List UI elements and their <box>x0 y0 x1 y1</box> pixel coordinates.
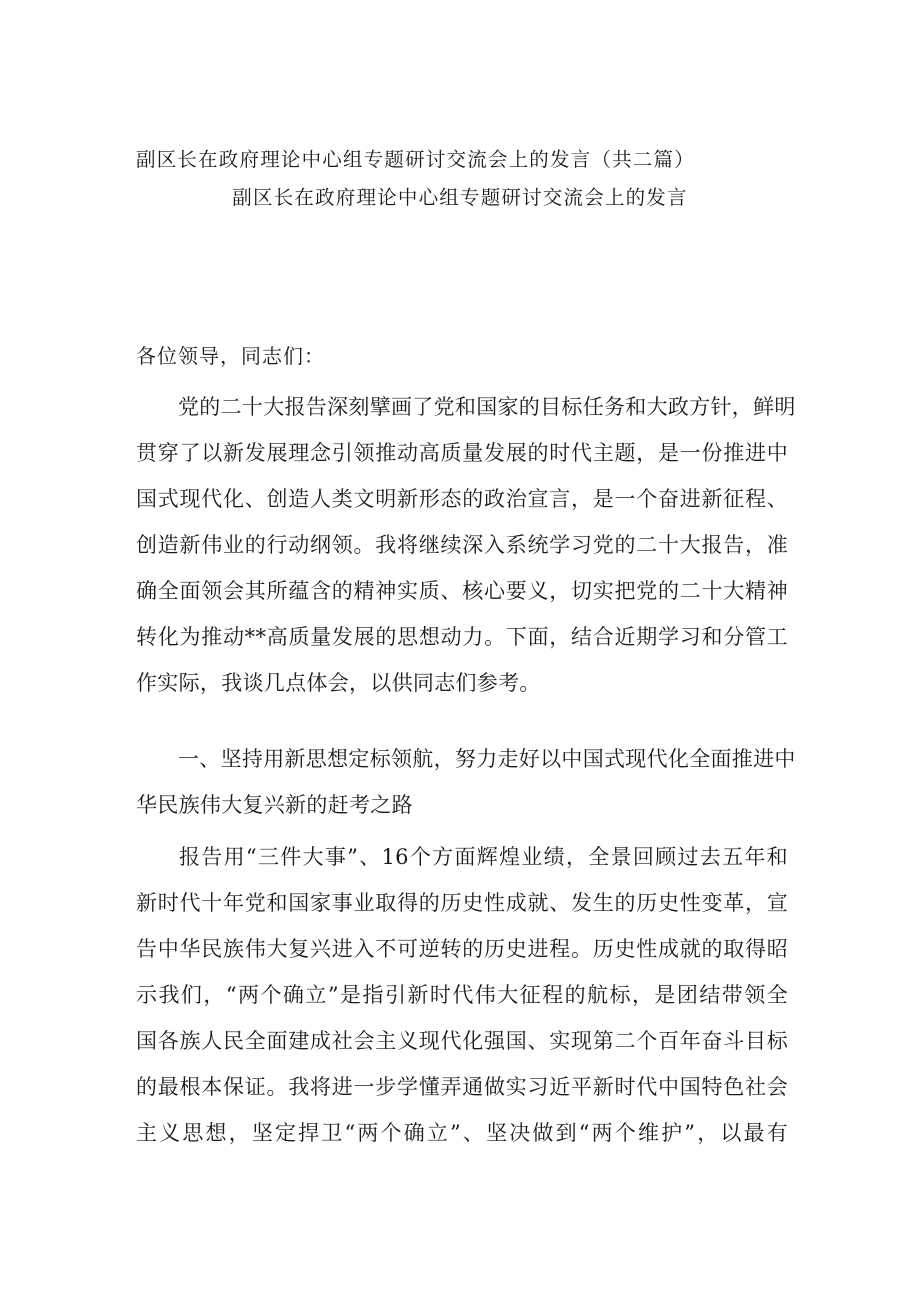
heading-line: 华民族伟大复兴新的赶考之路 <box>136 793 413 817</box>
paragraph-line: 国各族人民全面建成社会主义现代化强国、实现第二个百年奋斗目标 <box>136 1029 788 1053</box>
document-subtitle: 副区长在政府理论中心组专题研讨交流会上的发言 <box>232 186 688 209</box>
paragraph-line: 示我们，“两个确立”是指引新时代伟大征程的航标，是团结带领全 <box>136 983 788 1007</box>
paragraph-line: 创造新伟业的行动纲领。我将继续深入系统学习党的二十大报告，准 <box>136 533 788 557</box>
paragraph-line: 告中华民族伟大复兴进入不可逆转的历史进程。历史性成就的取得昭 <box>136 937 788 961</box>
paragraph-line: 转化为推动**高质量发展的思想动力。下面，结合近期学习和分管工 <box>136 625 788 649</box>
paragraph-line: 确全面领会其所蕴含的精神实质、核心要义，切实把党的二十大精神 <box>136 579 788 603</box>
section-heading-1 <box>136 736 796 828</box>
paragraph-section-1 <box>136 834 788 1156</box>
paragraph-line: 报告用“三件大事”、16个方面辉煌业绩，全景回顾过去五年和 <box>178 845 788 869</box>
paragraph-line: 党的二十大报告深刻擘画了党和国家的目标任务和大政方针，鲜明 <box>178 395 796 419</box>
document-title: 副区长在政府理论中心组专题研讨交流会上的发言（共二篇） <box>136 148 695 171</box>
paragraph-line: 国式现代化、创造人类文明新形态的政治宣言，是一个奋进新征程、 <box>136 487 788 511</box>
paragraph-intro <box>136 384 796 706</box>
paragraph-line: 贯穿了以新发展理念引领推动高质量发展的时代主题，是一份推进中 <box>136 441 788 465</box>
paragraph-line: 新时代十年党和国家事业取得的历史性成就、发生的历史性变革，宣 <box>136 891 788 915</box>
paragraph-line: 作实际，我谈几点体会，以供同志们参考。 <box>136 671 541 695</box>
heading-line: 一、坚持用新思想定标领航，努力走好以中国式现代化全面推进中 <box>178 747 796 771</box>
paragraph-line: 主义思想，坚定捍卫“两个确立”、坚决做到“两个维护”，以最有 <box>136 1121 788 1145</box>
salutation: 各位领导，同志们： <box>136 344 325 368</box>
paragraph-line: 的最根本保证。我将进一步学懂弄通做实习近平新时代中国特色社会 <box>136 1075 788 1099</box>
